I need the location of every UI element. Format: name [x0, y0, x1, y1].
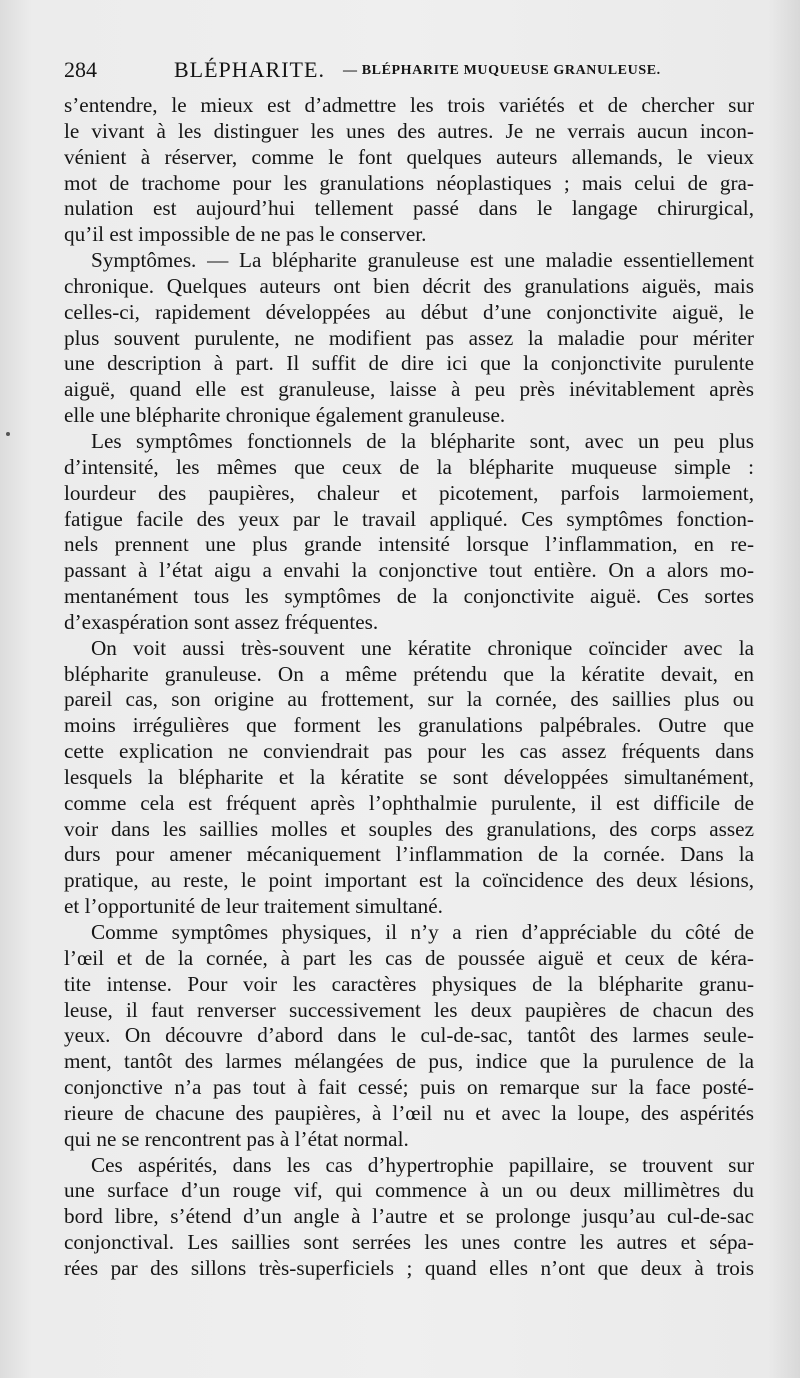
- text-line: mot de trachome pour les granulations néoplastiques ; mais celui de gra-: [64, 170, 754, 195]
- text-line: lesquels la blépharite et la kératite se sont développées simultanément,: [64, 764, 754, 789]
- text-line: conjonctive n’a pas tout à fait cessé; puis on remarque sur la face posté-: [64, 1075, 754, 1100]
- text-line: tite intense. Pour voir les caractères physiques de la blépharite granu-: [64, 971, 754, 996]
- text-line: plus souvent purulente, ne modifient pas assez la maladie pour mériter: [64, 325, 754, 350]
- running-title: BLÉPHARITE.: [174, 57, 325, 82]
- text-line: moins irrégulières que forment les granulations palpébrales. Outre que: [64, 713, 754, 738]
- text-line: lourdeur des paupières, chaleur et picotement, parfois larmoiement,: [64, 480, 754, 505]
- margin-speck: [6, 432, 10, 436]
- text-line: fatigue facile des yeux par le travail appliqué. Ces symptômes fonction-: [64, 506, 754, 531]
- text-line: passant à l’état aigu a envahi la conjonctive tout entière. On a alors mo-: [64, 558, 754, 583]
- text-line: et l’opportunité de leur traitement simultané.: [64, 894, 443, 919]
- text-line: rées par des sillons très-superficiels ; quand elles n’ont que deux à trois: [64, 1255, 754, 1280]
- text-line: rieure de chacune des paupières, à l’œil nu et avec la loupe, des aspérités: [64, 1100, 754, 1125]
- text-line: mentanément tous les symptômes de la conjonctivite aiguë. Ces sortes: [64, 584, 754, 609]
- text-line: leuse, il faut renverser successivement les deux paupières de chacun des: [64, 997, 754, 1022]
- text-line: durs pour amener mécaniquement l’inflammation de la cornée. Dans la: [64, 842, 754, 867]
- text-line: nels prennent une plus grande intensité lorsque l’inflammation, en re-: [64, 532, 754, 557]
- text-line: nulation est aujourd’hui tellement passé dans le langage chirurgical,: [64, 196, 754, 221]
- running-header: [64, 54, 754, 86]
- text-line: On voit aussi très-souvent une kératite chronique coïncider avec la: [91, 635, 754, 660]
- text-line: vénient à réserver, comme le font quelques auteurs allemands, le vieux: [64, 144, 754, 169]
- text-line: conjonctival. Les saillies sont serrées les unes contre les autres et sépa-: [64, 1230, 754, 1255]
- text-line: chronique. Quelques auteurs ont bien décrit des granulations aiguës, mais: [64, 273, 754, 298]
- text-line: voir dans les saillies molles et souples des granulations, des corps assez: [64, 816, 754, 841]
- text-line: comme cela est fréquent après l’ophthalmie purulente, il est difficile de: [64, 790, 754, 815]
- text-line: qu’il est impossible de ne pas le conserver.: [64, 222, 427, 247]
- text-line: pareil cas, son origine au frottement, sur la cornée, des saillies plus ou: [64, 687, 754, 712]
- text-line: qui ne se rencontrent pas à l’état normal.: [64, 1126, 409, 1151]
- text-line: Ces aspérités, dans les cas d’hypertrophie papillaire, se trouvent sur: [91, 1152, 754, 1177]
- text-line: ment, tantôt des larmes mélangées de pus, indice que la purulence de la: [64, 1049, 754, 1074]
- running-subtitle: — BLÉPHARITE MUQUEUSE GRANULEUSE.: [343, 63, 661, 78]
- text-line: Comme symptômes physiques, il n’y a rien d’appréciable du côté de: [91, 920, 754, 944]
- text-line: Les symptômes fonctionnels de la blépharite sont, avec un peu plus: [91, 428, 754, 453]
- page-number: 284: [64, 57, 97, 82]
- text-line: blépharite granuleuse. On a même prétendu que la kératite devait, en: [64, 661, 754, 686]
- text-line: l’œil et de la cornée, à part les cas de poussée aiguë et ceux de kéra-: [64, 945, 754, 970]
- text-line: pratique, au reste, le point important est la coïncidence des deux lésions,: [64, 868, 754, 893]
- text-line: aiguë, quand elle est granuleuse, laisse à peu près inévitablement après: [64, 377, 754, 402]
- text-line: yeux. On découvre d’abord dans le cul-de-sac, tantôt des larmes seule-: [64, 1023, 754, 1048]
- text-line: d’intensité, les mêmes que ceux de la blépharite muqueuse simple :: [64, 454, 754, 479]
- text-line: Symptômes. — La blépharite granuleuse est une maladie essentiellement: [91, 248, 754, 273]
- text-line: une surface d’un rouge vif, qui commence à un ou deux millimètres du: [64, 1178, 754, 1203]
- text-line: cette explication ne conviendrait pas pour les cas assez fréquents dans: [64, 739, 754, 764]
- text-line: d’exaspération sont assez fréquentes.: [64, 609, 379, 634]
- text-line: elle une blépharite chronique également granuleuse.: [64, 403, 506, 428]
- text-line: une description à part. Il suffit de dire ici que la conjonctivite purulente: [64, 351, 754, 376]
- body-text: [64, 93, 754, 1282]
- text-line: celles-ci, rapidement développées au début d’une conjonctivite aiguë, le: [64, 299, 754, 324]
- text-line: s’entendre, le mieux est d’admettre les trois variétés et de chercher sur: [64, 93, 754, 117]
- text-line: bord libre, s’étend d’un angle à l’autre et se prolonge jusqu’au cul-de-sac: [64, 1204, 754, 1229]
- text-line: le vivant à les distinguer les unes des autres. Je ne verrais aucun incon-: [64, 118, 754, 143]
